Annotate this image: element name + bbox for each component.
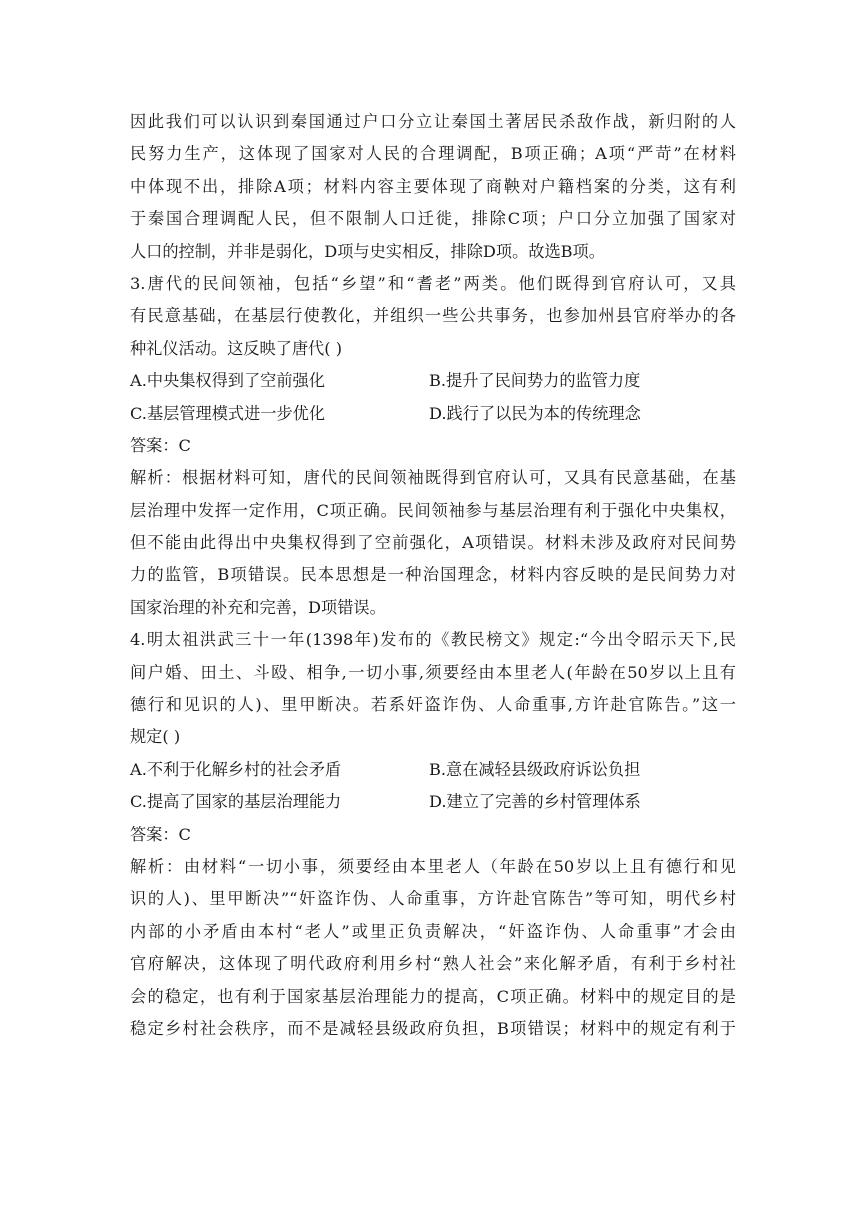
option-a: A.中央集权得到了空前强化 xyxy=(130,371,325,391)
explanation-line: 识的人)、里甲断决”“奸盗诈伪、人命重事，方许赴官陈告”等可知，明代乡村 xyxy=(130,889,736,909)
answer: 答案：C xyxy=(130,824,191,844)
options-row xyxy=(130,398,736,430)
stem-line: 3.唐代的民间领袖，包括“乡望”和“耆老”两类。他们既得到官府认可，又具 xyxy=(130,273,736,293)
text-line: 因此我们可以认识到秦国通过户口分立让秦国土著居民杀敌作战，新归附的人 xyxy=(130,112,736,131)
stem-line: 4.明太祖洪武三十一年(1398年)发布的《教民榜文》规定:“今出令昭示天下,民 xyxy=(130,630,736,650)
text-line: 于秦国合理调配人民，但不限制人口迁徙，排除C项；户口分立加强了国家对 xyxy=(130,209,736,229)
question-3 xyxy=(130,268,736,624)
stem-line: 间户婚、田土、斗殴、相争,一切小事,须要经由本里老人(年龄在50岁以上且有 xyxy=(130,662,736,682)
text-line: 民努力生产，这体现了国家对人民的合理调配，B项正确；A项“严苛”在材料 xyxy=(130,144,736,164)
stem-line: 规定( ) xyxy=(130,727,181,747)
previous-explanation-continuation xyxy=(130,106,736,268)
explanation xyxy=(130,851,736,1045)
stem-line: 有民意基础，在基层行使教化，并组织一些公共事务，也参加州县官府举办的各 xyxy=(130,306,736,326)
explanation-line: 会的稳定，也有利于国家基层治理能力的提高，C项正确。材料中的规定目的是 xyxy=(130,986,736,1006)
explanation-line: 国家治理的补充和完善，D项错误。 xyxy=(130,597,386,617)
option-d: D.践行了以民为本的传统理念 xyxy=(429,403,641,423)
answer: 答案：C xyxy=(130,435,191,455)
options-row xyxy=(130,786,736,818)
options-row xyxy=(130,365,736,397)
text-line: 人口的控制，并非是弱化，D项与史实相反，排除D项。故选B项。 xyxy=(130,241,605,261)
text-line: 中体现不出，排除A项；材料内容主要体现了商鞅对户籍档案的分类，这有利 xyxy=(130,176,736,196)
option-c: C.提高了国家的基层治理能力 xyxy=(130,792,342,812)
explanation-line: 力的监管，B项错误。民本思想是一种治国理念，材料内容反映的是民间势力对 xyxy=(130,565,736,585)
explanation-line: 稳定乡村社会秩序，而不是减轻县级政府负担，B项错误；材料中的规定有利于 xyxy=(130,1018,736,1038)
stem-line: 德行和见识的人)、里甲断决。若系奸盗诈伪、人命重事,方许赴官陈告。”这一 xyxy=(130,695,736,715)
question-4-stem xyxy=(130,624,736,754)
options-row xyxy=(130,754,736,786)
stem-line: 种礼仪活动。这反映了唐代( ) xyxy=(130,338,343,358)
question-4 xyxy=(130,624,736,1045)
explanation-line: 官府解决，这体现了明代政府利用乡村“熟人社会”来化解矛盾，有利于乡村社 xyxy=(130,954,736,974)
explanation-line: 层治理中发挥一定作用，C项正确。民间领袖参与基层治理有利于强化中央集权， xyxy=(130,500,736,520)
explanation-line: 但不能由此得出中央集权得到了空前强化，A项错误。材料未涉及政府对民间势 xyxy=(130,533,736,553)
option-d: D.建立了完善的乡村管理体系 xyxy=(429,792,641,812)
explanation-line: 内部的小矛盾由本村“老人”或里正负责解决，“奸盗诈伪、人命重事”才会由 xyxy=(130,921,736,941)
explanation-line: 解析：根据材料可知，唐代的民间领袖既得到官府认可，又具有民意基础，在基 xyxy=(130,468,736,488)
option-a: A.不利于化解乡村的社会矛盾 xyxy=(130,759,342,779)
option-b: B.意在减轻县级政府诉讼负担 xyxy=(429,759,641,779)
question-3-stem xyxy=(130,268,736,365)
document-body xyxy=(130,106,736,1045)
option-b: B.提升了民间势力的监管力度 xyxy=(429,371,641,391)
explanation xyxy=(130,462,736,624)
explanation-line: 解析：由材料“一切小事，须要经由本里老人（年龄在50岁以上且有德行和见 xyxy=(130,856,736,876)
option-c: C.基层管理模式进一步优化 xyxy=(130,403,326,423)
